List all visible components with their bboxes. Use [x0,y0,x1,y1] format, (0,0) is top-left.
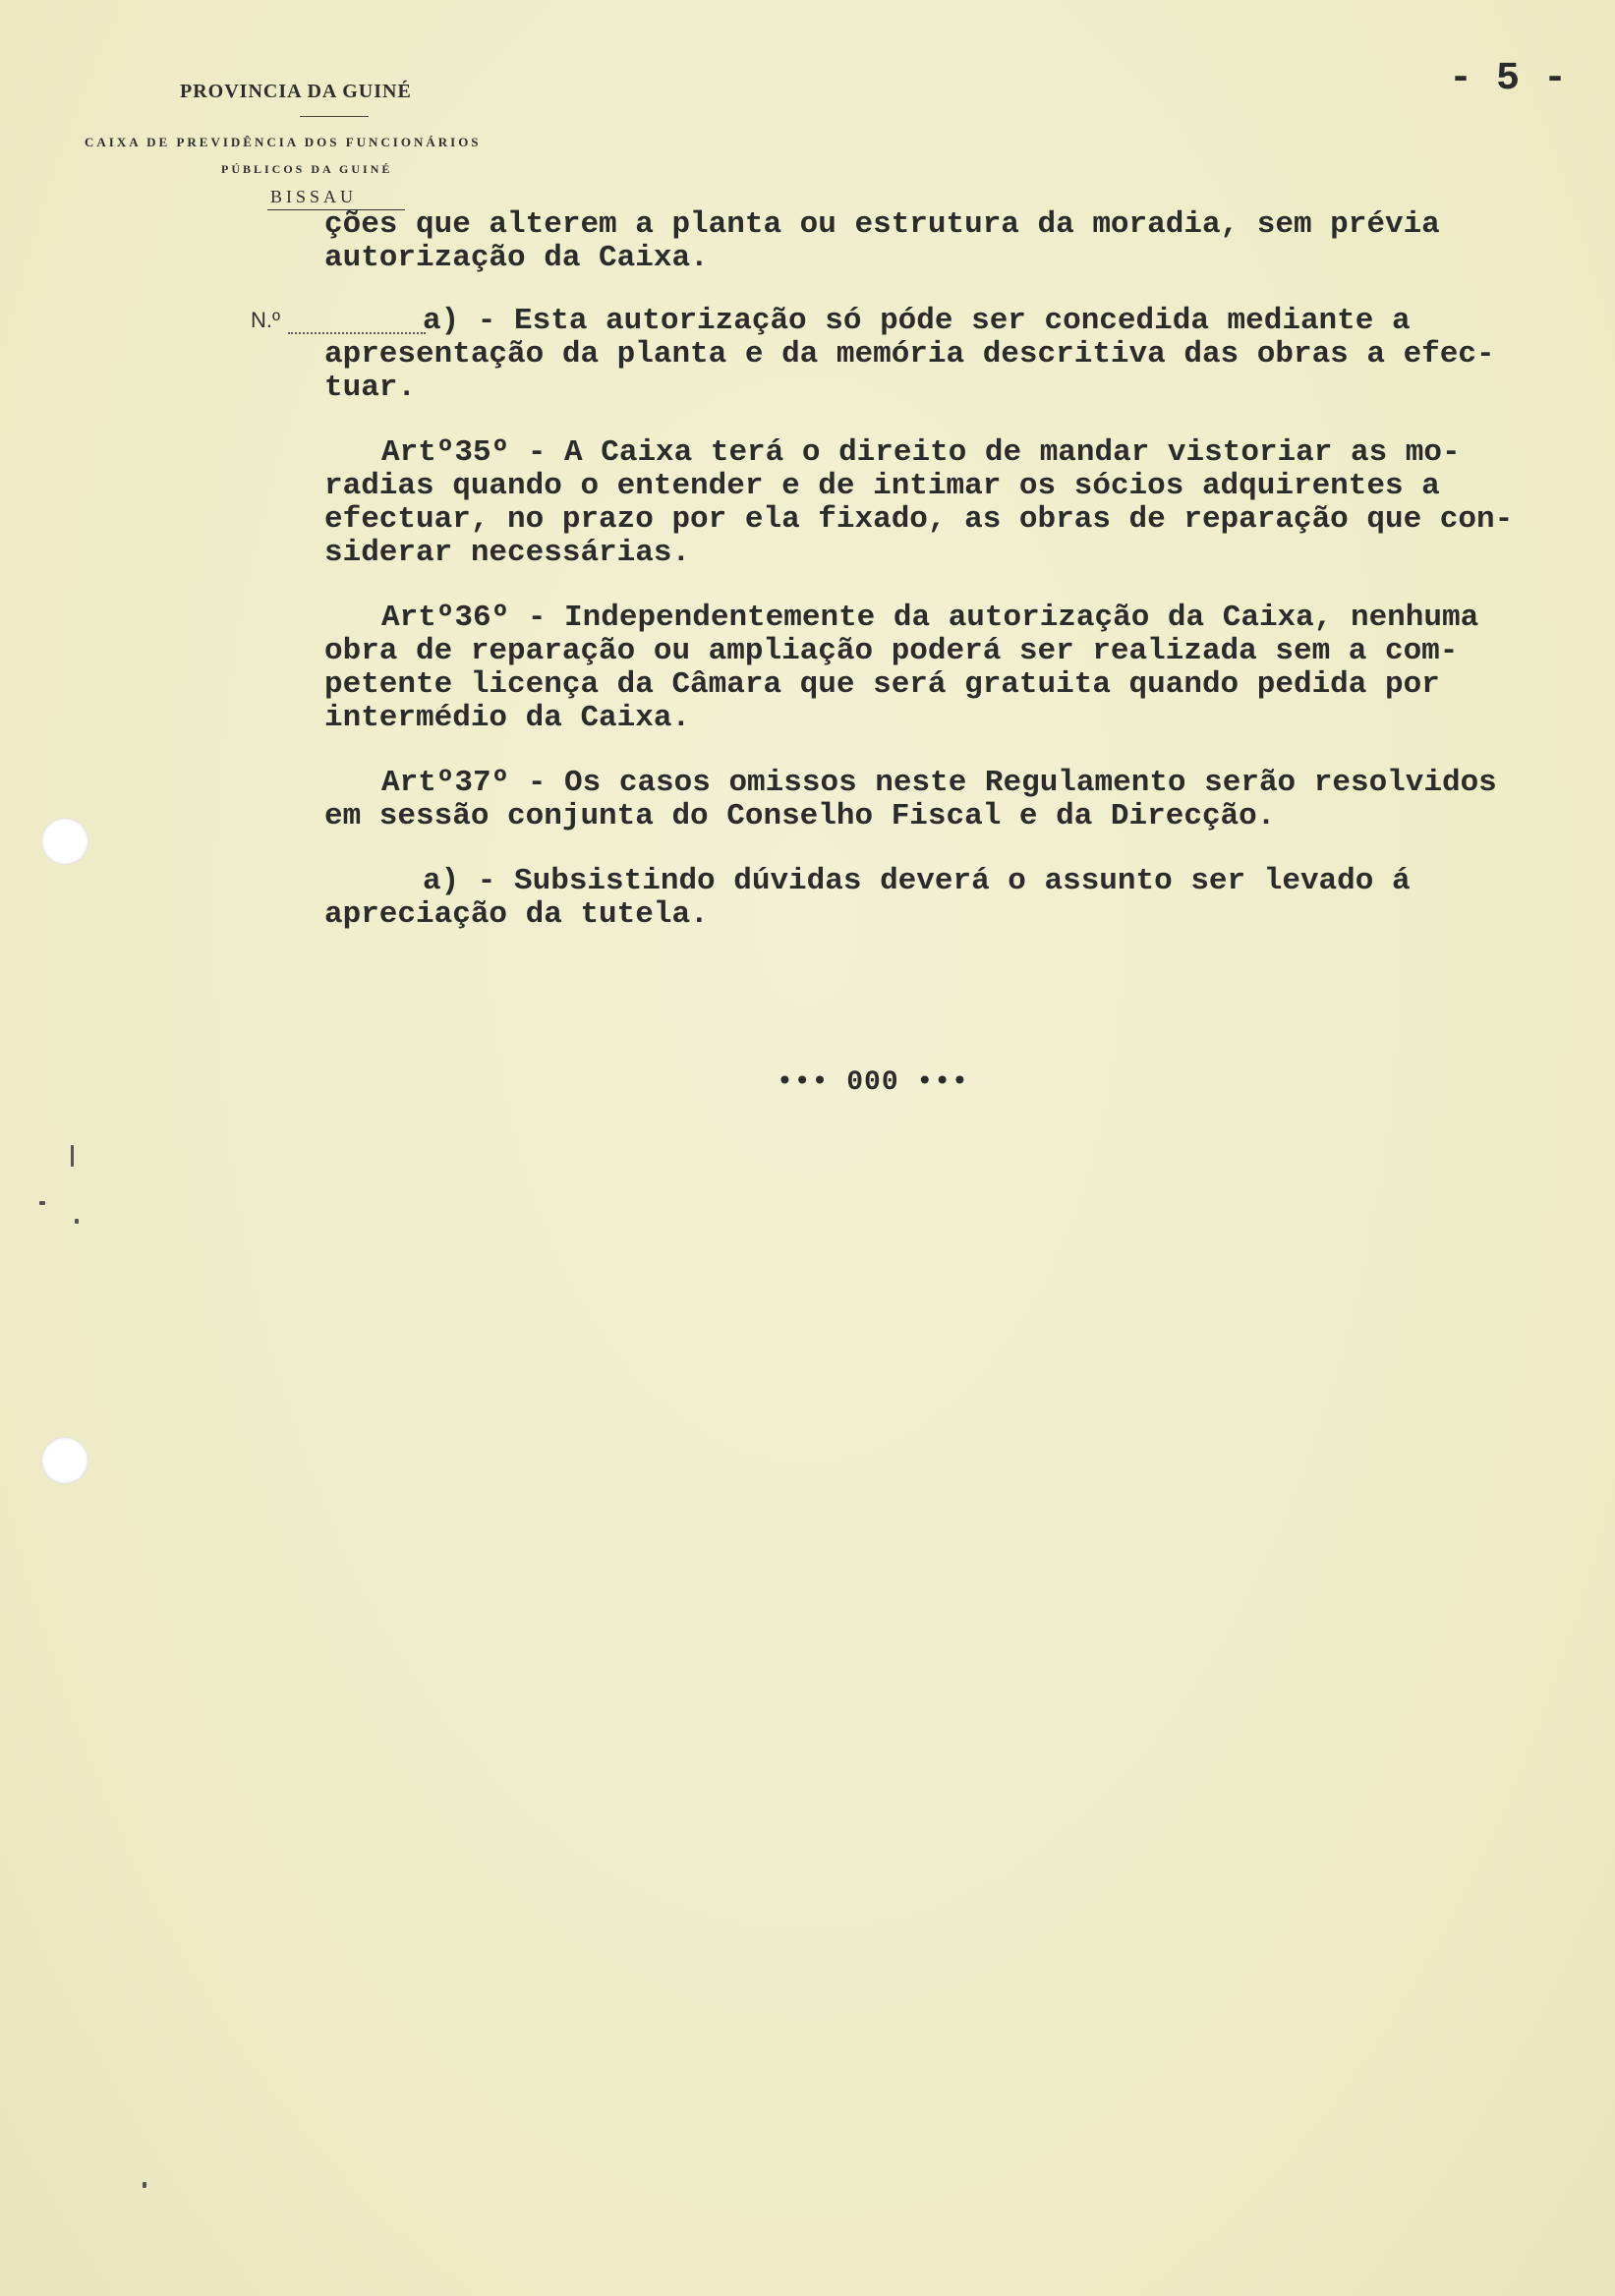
margin-mark [39,1201,45,1205]
body-line: em sessão conjunta do Conselho Fiscal e da Direcção. [324,799,1276,833]
numero-field-dots [288,332,426,334]
body-line: efectuar, no prazo por ela fixado, as obras de reparação que con- [324,502,1514,537]
body-line: Artº35º - A Caixa terá o direito de mandar vistoriar as mo- [381,435,1461,470]
body-line: apresentação da planta e da memória descritiva das obras a efec- [324,337,1495,372]
body-line: petente licença da Câmara que será gratuita quando pedida por [324,667,1440,702]
body-line: siderar necessárias. [324,536,691,570]
end-marker: ••• 000 ••• [777,1067,969,1098]
body-line: Artº37º - Os casos omissos neste Regulamento serão resolvidos [381,766,1497,800]
punch-hole [41,1437,88,1484]
body-line: radias quando o entender e de intimar os sócios adquirentes a [324,469,1440,503]
body-line: tuar. [324,371,417,405]
numero-label: N.º [251,308,281,332]
body-line: a) - Subsistindo dúvidas deverá o assunto ser levado á [423,864,1411,898]
body-line: obra de reparação ou ampliação poderá ser realizada sem a com- [324,634,1459,668]
body-line: apreciação da tutela. [324,897,709,932]
letterhead-city: BISSAU [270,187,358,206]
letterhead-province: PROVINCIA DA GUINÉ [180,81,412,102]
punch-hole [41,818,88,865]
letterhead-institution-line2: PÚBLICOS DA GUINÉ [221,162,393,176]
margin-mark [143,2182,146,2188]
body-line: Artº36º - Independentemente da autorização da Caixa, nenhuma [381,601,1479,635]
margin-mark [75,1219,79,1224]
margin-mark [71,1145,74,1167]
body-line: ções que alterem a planta ou estrutura da moradia, sem prévia [324,207,1440,242]
page-number: - 5 - [1449,57,1568,101]
body-line: intermédio da Caixa. [324,701,691,735]
letterhead-rule [300,116,369,117]
body-line: a) - Esta autorização só póde ser concedida mediante a [423,304,1411,338]
body-line: autorização da Caixa. [324,241,709,275]
letterhead-institution: CAIXA DE PREVIDÊNCIA DOS FUNCIONÁRIOS [85,135,482,149]
